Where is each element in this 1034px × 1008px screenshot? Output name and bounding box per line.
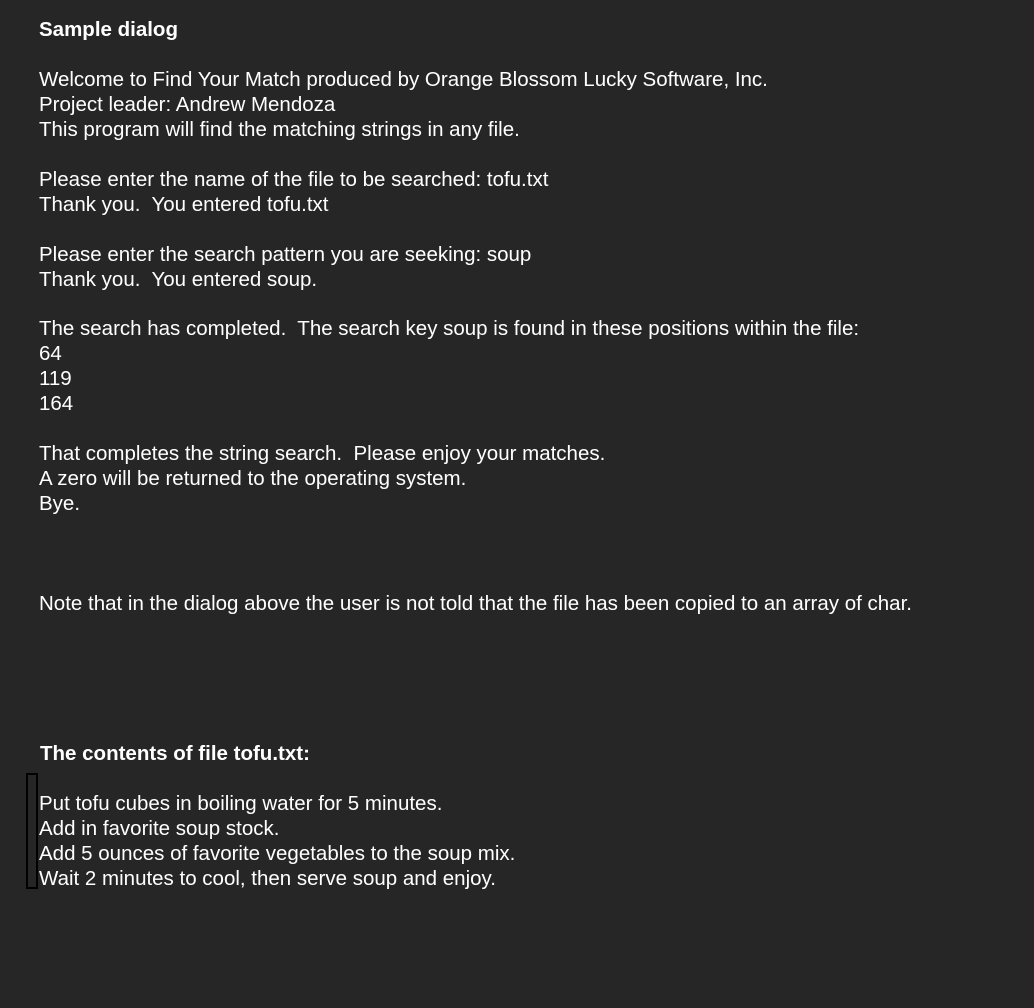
file-line: Add 5 ounces of favorite vegetables to the soup mix. [39,842,516,865]
intro-line: Welcome to Find Your Match produced by Orange Blossom Lucky Software, Inc. [39,68,768,91]
position-value: 119 [39,367,72,390]
position-value: 164 [39,392,74,415]
file-contents-heading: The contents of file tofu.txt: [40,742,310,765]
file-prompt: Please enter the name of the file to be searched: tofu.txt [39,168,549,191]
document-body [39,17,939,891]
closing-line: A zero will be returned to the operating system. [39,467,467,490]
file-line: Add in favorite soup stock. [39,817,280,840]
file-line: Put tofu cubes in boiling water for 5 minutes. [39,792,443,815]
pattern-ack: Thank you. You entered soup. [39,268,318,291]
file-contents-block [39,791,939,891]
file-line: Wait 2 minutes to cool, then serve soup and enjoy. [39,867,496,890]
result-line: The search has completed. The search key soup is found in these positions within the file: [39,317,860,340]
intro-line: Project leader: Andrew Mendoza [39,93,336,116]
pattern-prompt: Please enter the search pattern you are seeking: soup [39,243,532,266]
note-paragraph: Note that in the dialog above the user is not told that the file has been copied to an array of char. [39,592,912,615]
text-cursor-box [26,773,38,889]
intro-line: This program will find the matching strings in any file. [39,118,520,141]
position-value: 64 [39,342,62,365]
closing-line: Bye. [39,492,81,515]
sample-dialog-heading: Sample dialog [39,18,178,41]
file-ack: Thank you. You entered tofu.txt [39,193,329,216]
closing-line: That completes the string search. Please enjoy your matches. [39,442,606,465]
